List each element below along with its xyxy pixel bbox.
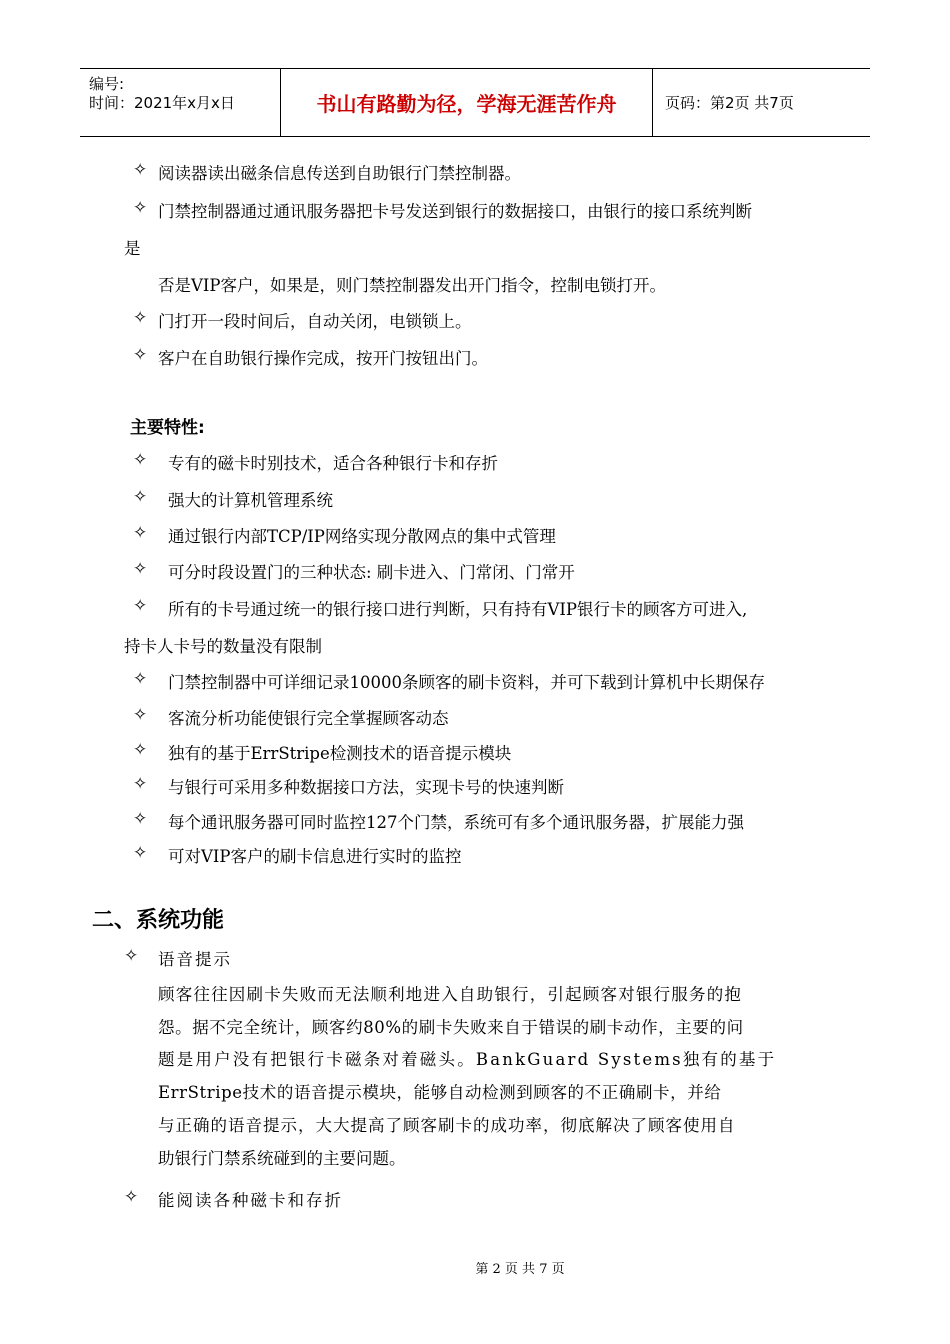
doc-number-label: 编号: (89, 75, 125, 93)
bullet-icon: ✧ (133, 450, 148, 470)
section-heading: 二、系统功能 (92, 908, 225, 933)
bullet-icon: ✧ (133, 523, 148, 543)
bullet-icon: ✧ (124, 946, 139, 966)
bullet-icon: ✧ (133, 559, 148, 579)
function-desc-line: 与正确的语音提示，大大提高了顾客刷卡的成功率，彻底解决了顾客使用自 (158, 1116, 736, 1135)
flow-step-continued: 是 (124, 239, 141, 258)
function-desc-line: 顾客往往因刷卡失败而无法顺利地进入自助银行，引起顾客对银行服务的抱 (158, 985, 743, 1004)
function-desc-line: 助银行门禁系统碰到的主要问题。 (158, 1149, 406, 1168)
page-header (80, 68, 870, 137)
feature-item: 强大的计算机管理系统 (168, 491, 333, 510)
feature-item: 门禁控制器中可详细记录10000条顾客的刷卡资料，并可下载到计算机中长期保存 (168, 673, 765, 692)
bullet-icon: ✧ (133, 160, 148, 180)
bullet-icon: ✧ (133, 669, 148, 689)
feature-item: 客流分析功能使银行完全掌握顾客动态 (168, 709, 449, 728)
bullet-icon: ✧ (133, 487, 148, 507)
flow-step: 门打开一段时间后，自动关闭，电锁锁上。 (158, 312, 472, 331)
bullet-icon: ✧ (133, 345, 148, 365)
function-title: 语音提示 (158, 950, 232, 969)
bullet-icon: ✧ (133, 308, 148, 328)
doc-time-label: 时间：2021年x月x日 (89, 94, 235, 112)
bullet-icon: ✧ (124, 1187, 139, 1207)
page-footer: 第 2 页 共 7 页 (475, 1262, 565, 1277)
bullet-icon: ✧ (133, 843, 148, 863)
flow-step-continued: 否是VIP客户，如果是，则门禁控制器发出开门指令，控制电锁打开。 (158, 276, 667, 295)
flow-step: 客户在自助银行操作完成，按开门按钮出门。 (158, 349, 488, 368)
feature-item: 可分时段设置门的三种状态: 刷卡进入、门常闭、门常开 (168, 563, 575, 582)
flow-step: 阅读器读出磁条信息传送到自助银行门禁控制器。 (158, 164, 521, 183)
feature-item: 通过银行内部TCP/IP网络实现分散网点的集中式管理 (168, 527, 556, 546)
bullet-icon: ✧ (133, 774, 148, 794)
bullet-icon: ✧ (133, 596, 148, 616)
bullet-icon: ✧ (133, 705, 148, 725)
bullet-icon: ✧ (133, 198, 148, 218)
feature-item: 所有的卡号通过统一的银行接口进行判断，只有持有VIP银行卡的顾客方可进入, (168, 600, 748, 619)
feature-item: 每个通讯服务器可同时监控127个门禁，系统可有多个通讯服务器，扩展能力强 (168, 813, 744, 832)
feature-item: 独有的基于ErrStripe检测技术的语音提示模块 (168, 744, 512, 763)
bullet-icon: ✧ (133, 809, 148, 829)
feature-item: 专有的磁卡时别技术，适合各种银行卡和存折 (168, 454, 498, 473)
bullet-icon: ✧ (133, 740, 148, 760)
feature-item: 可对VIP客户的刷卡信息进行实时的监控 (168, 847, 462, 866)
header-info-cell (80, 69, 281, 136)
function-desc-line: ErrStripe技术的语音提示模块，能够自动检测到顾客的不正确刷卡，并给 (158, 1083, 722, 1102)
function-desc-line: 怨。据不完全统计，顾客约80%的刷卡失败来自于错误的刷卡动作，主要的问 (158, 1018, 744, 1037)
function-title: 能阅读各种磁卡和存折 (158, 1191, 343, 1210)
feature-item-continued: 持卡人卡号的数量没有限制 (124, 637, 322, 656)
header-motto: 书山有路勤为径，学海无涯苦作舟 (281, 69, 653, 136)
flow-step: 门禁控制器通过通讯服务器把卡号发送到银行的数据接口，由银行的接口系统判断 (158, 202, 752, 221)
feature-item: 与银行可采用多种数据接口方法，实现卡号的快速判断 (168, 778, 564, 797)
function-desc-line: 题是用户没有把银行卡磁条对着磁头。BankGuard Systems独有的基于 (158, 1050, 777, 1069)
features-title: 主要特性: (130, 418, 205, 438)
header-page-label: 页码：第2页 共7页 (665, 94, 794, 112)
